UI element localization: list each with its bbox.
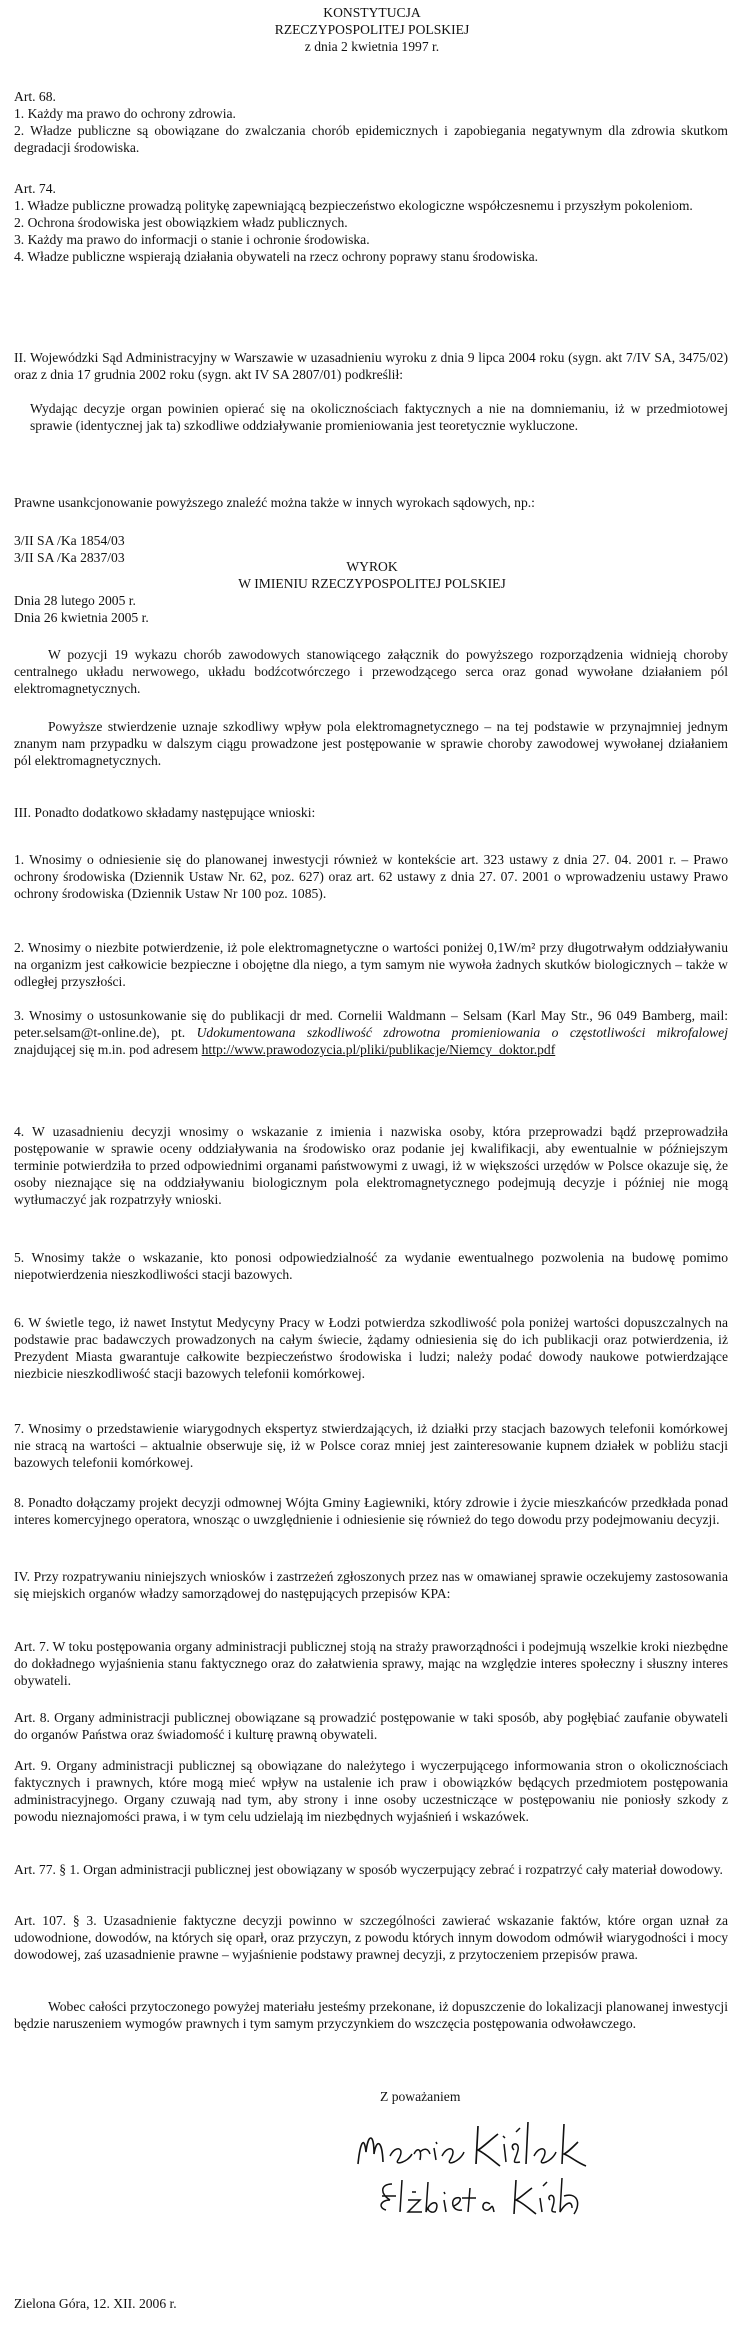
court-ref-1: 3/II SA /Ka 1854/03 — [14, 533, 125, 548]
header-date: z dnia 2 kwietnia 1997 r. — [304, 39, 440, 54]
motion-3-text-b: znajdującej się m.in. pod adresem — [14, 1042, 199, 1057]
verdict-date-2: Dnia 26 kwietnia 2005 r. — [14, 610, 149, 625]
article-74-p4: 4. Władze publiczne wspierają działania obywateli na rzecz ochrony poprawy stanu środowiska. — [14, 249, 539, 264]
header-subtitle: RZECZYPOSPOLITEJ POLSKIEJ — [274, 22, 470, 37]
verdict-dates — [14, 592, 728, 626]
verdict-heading — [0, 558, 744, 592]
article-74-p3: 3. Każdy ma prawo do informacji o stanie i ochronie środowiska. — [14, 232, 370, 247]
article-74-p2: 2. Ochrona środowiska jest obowiązkiem władz publicznych. — [14, 215, 348, 230]
article-68-title: Art. 68. — [14, 89, 56, 104]
section-2-intro: II. Wojewódzki Sąd Administracyjny w Warszawie w uzasadnieniu wyroku z dnia 9 lipca 2004 roku (sygn. akt 7/IV SA, 3475/02) oraz z dnia 17 grudnia 2002 roku (sygn. akt IV SA 2807/01) podkreślił: — [14, 350, 728, 382]
verdict-p1: W pozycji 19 wykazu chorób zawodowych stanowiącego załącznik do powyższego rozporządzenia widnieją choroby centralnego układu nerwowego, układu bodźcotwórczego i przewodzącego serca oraz gonad wywołane działaniem pól elektromagnetycznych. — [14, 647, 728, 696]
verdict-date-1: Dnia 28 lutego 2005 r. — [14, 593, 136, 608]
article-74 — [14, 180, 728, 265]
motion-2: 2. Wnosimy o niezbite potwierdzenie, iż pole elektromagnetyczne o wartości poniżej 0,1W/m² przy długotrwałym oddziaływaniu na organizm jest całkowicie bezpieczne i obojętne dla niego, a tym samym nie wywoła żadnych skutków biologicznych – także w odległej przyszłości. — [14, 940, 728, 989]
closing-statement: Wobec całości przytoczonego powyżej materiału jesteśmy przekonane, iż dopuszczenie do lokalizacji planowanej inwestycji będzie naruszeniem wymogów prawnych i tym samym przyczynkiem do wszczęcia postępowania odwoławczego. — [14, 1999, 728, 2031]
publication-link[interactable]: http://www.prawodozycia.pl/pliki/publikacje/Niemcy_doktor.pdf — [201, 1042, 556, 1057]
motion-8: 8. Ponadto dołączamy projekt decyzji odmownej Wójta Gminy Łagiewniki, który zdrowie i życie mieszkańców przedkłada ponad interes komercyjnego operatora, wnosząc o uwzględnienie i odniesienie się również do tego dowodu przy podejmowaniu decyzji. — [14, 1495, 728, 1527]
kpa-art-107: Art. 107. § 3. Uzasadnienie faktyczne decyzji powinno w szczególności zawierać wskazanie faktów, które organ uznał za udowodnione, dowodów, na których się oparł, oraz przyczyn, z powodu których innym dowodom odmówił wiarygodności i mocy dowodowej, zaś uzasadnienie prawne – wyjaśnienie podstawy prawnej decyzji, z przytoczeniem przepisów prawa. — [14, 1913, 728, 1962]
section-2-quote: Wydając decyzje organ powinien opierać się na okolicznościach faktycznych a nie na domniemaniu, iż w przedmiotowej sprawie (identycznej jak ta) szkodliwe oddziaływanie promieniowania jest teoretycznie wykluczone. — [30, 401, 728, 433]
motion-5: 5. Wnosimy także o wskazanie, kto ponosi odpowiedzialność za wydanie ewentualnego pozwolenia na budowę pomimo niepotwierdzenia nieszkodliwości stacji bazowych. — [14, 1250, 728, 1282]
kpa-art-77: Art. 77. § 1. Organ administracji publicznej jest obowiązany w sposób wyczerpujący zebrać i rozpatrzyć cały materiał dowodowy. — [14, 1862, 723, 1877]
handwritten-signatures — [350, 2104, 610, 2234]
regards: Z poważaniem — [380, 2089, 461, 2104]
document-header — [0, 4, 744, 55]
section-2-also: Prawne usankcjonowanie powyższego znaleźć można także w innych wyrokach sądowych, np.: — [14, 495, 535, 510]
article-74-p1: 1. Władze publiczne prowadzą politykę zapewniającą bezpieczeństwo ekologiczne współczesnemu i przyszłym pokoleniom. — [14, 198, 693, 213]
verdict-p2: Powyższe stwierdzenie uznaje szkodliwy wpływ pola elektromagnetycznego – na tej podstawie w przynajmniej jednym znanym nam przypadku w dalszym ciągu prowadzone jest postępowanie w sprawie choroby zawodowej wywołanej działaniem pól elektromagnetycznych. — [14, 719, 728, 768]
section-3-title: III. Ponadto dodatkowo składamy następujące wnioski: — [14, 805, 316, 820]
motion-7: 7. Wnosimy o przedstawienie wiarygodnych ekspertyz stwierdzających, iż działki przy stacjach bazowych telefonii komórkowej nie stracą na wartości – aktualnie obserwuje się, iż w Polsce coraz mniej jest zainteresowanie kupnem działek w pobliżu stacji bazowych telefonii komórkowej. — [14, 1421, 728, 1470]
place-and-date: Zielona Góra, 12. XII. 2006 r. — [14, 2296, 177, 2311]
article-68 — [14, 88, 728, 156]
kpa-art-7: Art. 7. W toku postępowania organy administracji publicznej stoją na straży praworządności i podejmują wszelkie kroki niezbędne do dokładnego wyjaśnienia stanu faktycznego oraz do załatwienia sprawy, mając na względzie interes społeczny i słuszny interes obywateli. — [14, 1639, 728, 1688]
article-74-title: Art. 74. — [14, 181, 56, 196]
motion-6: 6. W świetle tego, iż nawet Instytut Medycyny Pracy w Łodzi potwierdza szkodliwość pola poniżej wartości dopuszczalnych na podstawie prac badawczych prowadzonych na całym świecie, żądamy odniesienia się do ich publikacji oraz potwierdzenia, iż Prezydent Miasta gwarantuje całkowite bezpieczeństwo środowiska i ludzi; należy podać dowody naukowe potwierdzające niezbicie nieszkodliwość stacji bazowych telefonii komórkowej. — [14, 1315, 728, 1381]
motion-3-text: 3. Wnosimy o ustosunkowanie się do publikacji dr med. Cornelii Waldmann – Selsam (Karl May Str., 96 049 Bamberg, mail: peter.selsam@t-online.de), pt. — [14, 1008, 728, 1040]
motion-4: 4. W uzasadnieniu decyzji wnosimy o wskazanie z imienia i nazwiska osoby, która przeprowadzi bądź przeprowadziła postępowanie w sprawie oceny oddziaływania na środowisko oraz podanie jej kwalifikacji, aby ewentualnie w późniejszym terminie potwierdziła to przed odpowiednimi organami państwowymi z uwagi, iż w większości urzędów w Polsce okazuje się, że osoby nieznające się na oddziaływaniu biologicznym pola elektromagnetycznego podejmują decyzje i później nie mogą wytłumaczyć jak rozpatrzyły wnioski. — [14, 1124, 728, 1207]
verdict-title: WYROK — [346, 559, 398, 574]
motion-3-publication-title: Udokumentowana szkodliwość zdrowotna promieniowania o częstotliwości mikrofalowej — [196, 1025, 728, 1040]
court-ref-2: 3/II SA /Ka 2837/03 — [14, 550, 125, 565]
kpa-art-8: Art. 8. Organy administracji publicznej obowiązane są prowadzić postępowanie w taki sposób, aby pogłębiać zaufanie obywateli do organów Państwa oraz świadomość i kulturę prawną obywateli. — [14, 1710, 728, 1742]
verdict-subtitle: W IMIENIU RZECZYPOSPOLITEJ POLSKIEJ — [238, 576, 506, 591]
kpa-art-9: Art. 9. Organy administracji publicznej są obowiązane do należytego i wyczerpującego informowania stron o okolicznościach faktycznych i prawnych, które mogą mieć wpływ na ustalenie ich praw i obowiązków będących przedmiotem postępowania administracyjnego. Organy czuwają nad tym, aby strony i inne osoby uczestniczące w postępowaniu nie poniosły szkody z powodu nieznajomości prawa, i w tym celu udzielają im niezbędnych wyjaśnień i wskazówek. — [14, 1758, 728, 1824]
motion-3 — [14, 1007, 728, 1058]
header-title: KONSTYTUCJA — [323, 5, 421, 20]
section-4-intro: IV. Przy rozpatrywaniu niniejszych wniosków i zastrzeżeń zgłoszonych przez nas w omawianej sprawie oczekujemy zastosowania się miejskich organów władzy samorządowej do następujących przepisów KPA: — [14, 1569, 728, 1601]
article-68-p1: 1. Każdy ma prawo do ochrony zdrowia. — [14, 106, 236, 121]
motion-1: 1. Wnosimy o odniesienie się do planowanej inwestycji również w kontekście art. 323 ustawy z dnia 27. 04. 2001 r. – Prawo ochrony środowiska (Dziennik Ustaw Nr. 62, poz. 627) oraz art. 62 ustawy z dnia 27. 07. 2001 o wprowadzeniu ustawy Prawo ochrony środowiska (Dziennik Ustaw Nr 100 poz. 1085). — [14, 852, 728, 901]
article-68-p2: 2. Władze publiczne są obowiązane do zwalczania chorób epidemicznych i zapobiegania negatywnym dla zdrowia skutkom degradacji środowiska. — [14, 123, 728, 155]
